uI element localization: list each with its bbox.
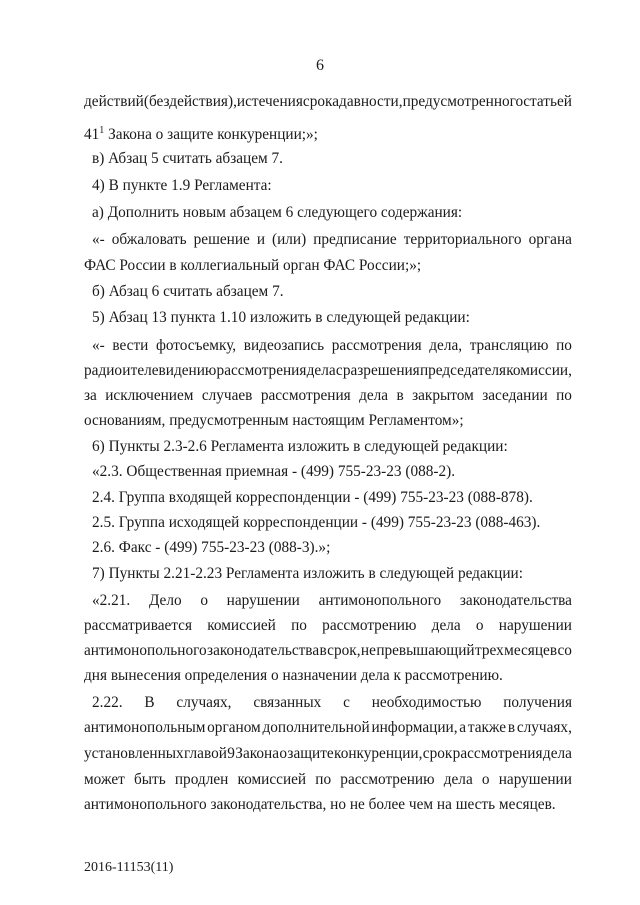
text-line: «2.3. Общественная приемная - (499) 755-23-23 (088-2). xyxy=(92,463,456,480)
text-line: 4) В пункте 1.9 Регламента: xyxy=(92,177,272,194)
text-line: 2.5. Группа исходящей корреспонденции - (499) 755-23-23 (088-463). xyxy=(92,514,541,531)
text-line: дня вынесения определения о назначении дела к рассмотрению. xyxy=(84,667,503,684)
text-line: а) Дополнить новым абзацем 6 следующего содержания: xyxy=(92,204,463,221)
text-line: основаниям, предусмотренным настоящим Регламентом»; xyxy=(84,412,464,429)
text-line: антимонопольного законодательства в срок, не превышающий трех месяцев со xyxy=(84,642,572,659)
text-line: б) Абзац 6 считать абзацем 7. xyxy=(92,283,284,300)
text-line: установленных главой 9 Закона о защите конкуренции, срок рассмотрения дела xyxy=(84,745,572,762)
text-line: действий (бездействия), истечения срока давности, предусмотренного статьей xyxy=(84,93,572,110)
text-line: «2.21. Дело о нарушении антимонопольного законодательства xyxy=(92,592,572,609)
text-line: 7) Пункты 2.21-2.23 Регламента изложить в следующей редакции: xyxy=(92,565,523,582)
text-line: 2.22. В случаях, связанных с необходимостью получения xyxy=(92,694,572,711)
text-line: 2.6. Факс - (499) 755-23-23 (088-3).»; xyxy=(92,539,331,556)
text-line: ФАС России в коллегиальный орган ФАС России;»; xyxy=(84,257,422,274)
text-line: в) Абзац 5 считать абзацем 7. xyxy=(92,150,283,167)
text-line: антимонопольным органом дополнительной информации, а также в случаях, xyxy=(84,719,572,736)
text-line: «- вести фотосъемку, видеозапись рассмотрения дела, трансляцию по xyxy=(92,337,572,354)
page-number: 6 xyxy=(316,57,324,74)
text-line: радио и телевидению рассмотрения дела с разрешения председателя комиссии, xyxy=(84,362,572,379)
text-line: антимонопольного законодательства, но не более чем на шесть месяцев. xyxy=(84,796,556,813)
text-line: рассматривается комиссией по рассмотрению дела о нарушении xyxy=(84,617,572,634)
document-footer-code: 2016-11153(11) xyxy=(84,860,174,875)
text-line: за исключением случаев рассмотрения дела в закрытом заседании по xyxy=(84,387,572,404)
text-line: $41^1$ Закона о защите конкуренции;»; xyxy=(84,125,318,143)
text-line: может быть продлен комиссией по рассмотрению дела о нарушении xyxy=(84,771,572,788)
text-line: 5) Абзац 13 пункта 1.10 изложить в следующей редакции: xyxy=(92,309,470,326)
text-line: 2.4. Группа входящей корреспонденции - (499) 755-23-23 (088-878). xyxy=(92,489,533,506)
text-line: 6) Пункты 2.3-2.6 Регламента изложить в следующей редакции: xyxy=(92,438,508,455)
text-line: «- обжаловать решение и (или) предписание территориального органа xyxy=(92,231,572,248)
